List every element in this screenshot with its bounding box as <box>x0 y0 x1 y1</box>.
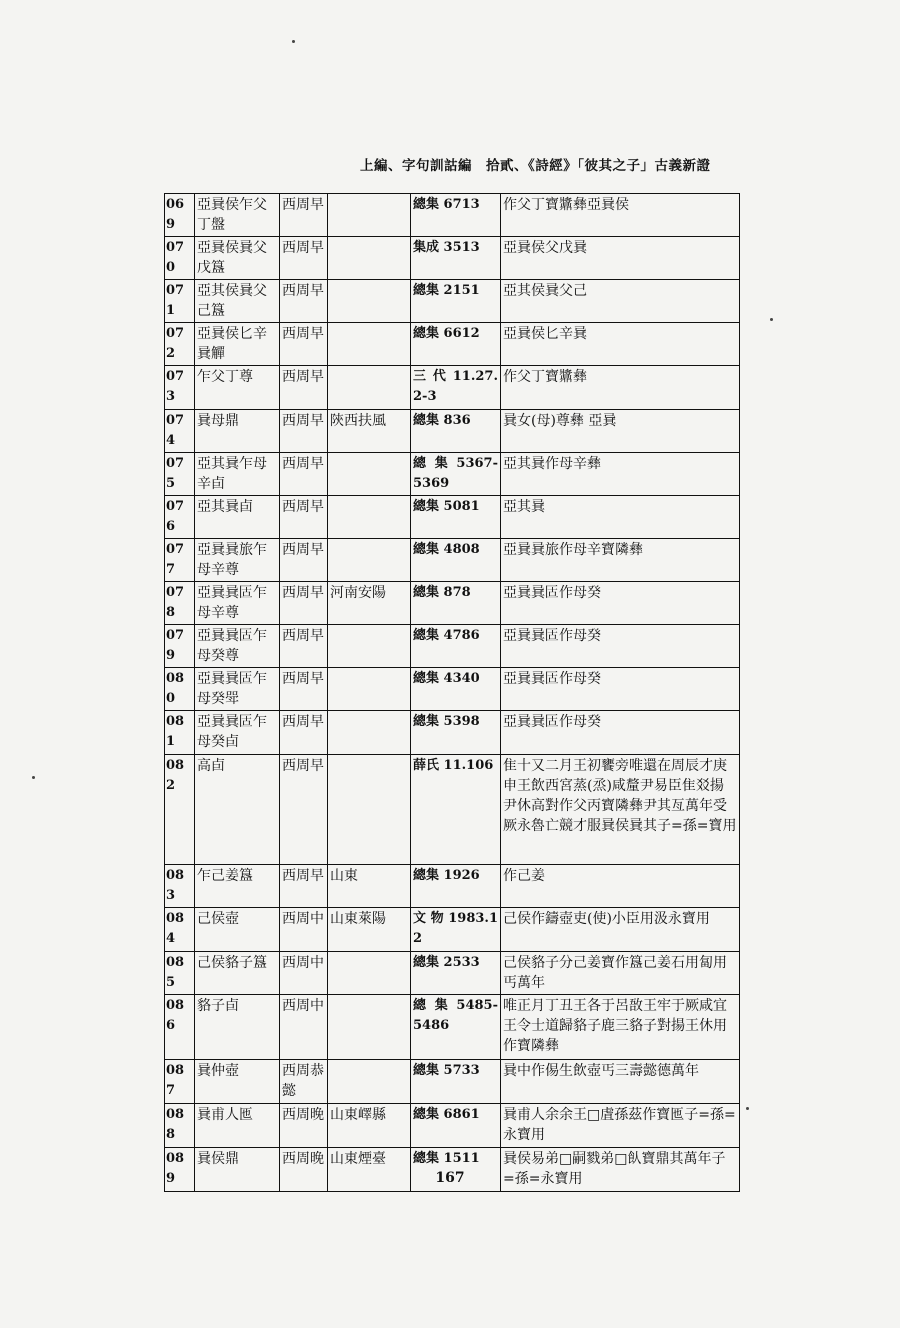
table-row <box>165 366 740 410</box>
cell-source: 總集 5398 <box>411 711 501 755</box>
cell-number: 078 <box>165 582 195 625</box>
table-row <box>165 280 740 323</box>
cell-inscription: 㠱侯易弟□嗣戮弟□飤寶鼎其萬年子=孫=永寶用 <box>501 1148 740 1192</box>
cell-vessel-name: 亞其㠱卣 <box>195 496 280 539</box>
cell-source: 總集 878 <box>411 582 501 625</box>
cell-vessel-name: 貉子卣 <box>195 995 280 1060</box>
cell-provenance <box>328 952 411 995</box>
table-row <box>165 1060 740 1104</box>
table-row <box>165 865 740 908</box>
cell-vessel-name: 乍己姜簋 <box>195 865 280 908</box>
cell-provenance <box>328 366 411 410</box>
cell-provenance: 山東萊陽 <box>328 908 411 952</box>
cell-vessel-name: 㠱甫人匜 <box>195 1104 280 1148</box>
cell-provenance: 山東嶧縣 <box>328 1104 411 1148</box>
cell-number: 080 <box>165 668 195 711</box>
table-row <box>165 1104 740 1148</box>
cell-source: 總集 1511 <box>411 1148 501 1192</box>
cell-source: 總集 6713 <box>411 194 501 237</box>
cell-period: 西周晚 <box>280 1148 328 1192</box>
cell-inscription: 亞㠱㠱𠤳作母癸 <box>501 711 740 755</box>
cell-inscription: 己侯作鑄壺吏(使)小臣用汲永寶用 <box>501 908 740 952</box>
scan-speck <box>292 40 295 43</box>
cell-provenance <box>328 323 411 366</box>
cell-provenance <box>328 194 411 237</box>
cell-provenance <box>328 625 411 668</box>
cell-period: 西周早 <box>280 410 328 453</box>
cell-provenance <box>328 496 411 539</box>
cell-provenance <box>328 453 411 496</box>
cell-period: 西周早 <box>280 453 328 496</box>
table-row <box>165 668 740 711</box>
cell-period: 西周晚 <box>280 1104 328 1148</box>
cell-number: 070 <box>165 237 195 280</box>
cell-number: 084 <box>165 908 195 952</box>
cell-source: 總集 6612 <box>411 323 501 366</box>
cell-inscription: 亞㠱㠱𠤳作母癸 <box>501 625 740 668</box>
cell-period: 西周早 <box>280 280 328 323</box>
cell-number: 089 <box>165 1148 195 1192</box>
cell-number: 071 <box>165 280 195 323</box>
cell-inscription: 亞其㠱作母辛彝 <box>501 453 740 496</box>
cell-period: 西周中 <box>280 952 328 995</box>
cell-vessel-name: 亞㠱侯㠱父戊簋 <box>195 237 280 280</box>
scan-speck <box>746 1107 749 1110</box>
cell-number: 076 <box>165 496 195 539</box>
cell-vessel-name: 亞㠱侯乍父丁盤 <box>195 194 280 237</box>
table-row <box>165 995 740 1060</box>
cell-vessel-name: 己侯壺 <box>195 908 280 952</box>
cell-number: 082 <box>165 755 195 865</box>
cell-number: 079 <box>165 625 195 668</box>
cell-source: 薛氏 11.106 <box>411 755 501 865</box>
cell-source: 總集 1926 <box>411 865 501 908</box>
cell-vessel-name: 亞㠱㠱𠤳乍母癸尊 <box>195 625 280 668</box>
cell-inscription: 亞其㠱 <box>501 496 740 539</box>
cell-period: 西周早 <box>280 865 328 908</box>
cell-number: 086 <box>165 995 195 1060</box>
cell-provenance <box>328 237 411 280</box>
scan-speck <box>770 318 773 321</box>
cell-source: 總集 2533 <box>411 952 501 995</box>
table-row <box>165 410 740 453</box>
cell-period: 西周恭懿 <box>280 1060 328 1104</box>
cell-number: 072 <box>165 323 195 366</box>
cell-period: 西周早 <box>280 625 328 668</box>
cell-period: 西周早 <box>280 237 328 280</box>
cell-period: 西周早 <box>280 539 328 582</box>
table-row <box>165 582 740 625</box>
cell-vessel-name: 高卣 <box>195 755 280 865</box>
cell-vessel-name: 亞㠱㠱旅乍母辛尊 <box>195 539 280 582</box>
cell-provenance <box>328 711 411 755</box>
cell-inscription: 作父丁寶䵼彝 <box>501 366 740 410</box>
cell-inscription: 唯正月丁丑王各于呂敔王牢于厥咸宜王令士道歸貉子鹿三貉子對揚王休用作寶隣彝 <box>501 995 740 1060</box>
cell-period: 西周早 <box>280 755 328 865</box>
cell-source: 總集 5081 <box>411 496 501 539</box>
table-row <box>165 908 740 952</box>
cell-inscription: 亞㠱侯父戊㠱 <box>501 237 740 280</box>
bronze-inscription-table <box>164 193 740 1192</box>
cell-period: 西周早 <box>280 496 328 539</box>
cell-vessel-name: 亞㠱㠱𠤳乍母癸斝 <box>195 668 280 711</box>
cell-vessel-name: 己侯貉子簋 <box>195 952 280 995</box>
cell-provenance: 山東 <box>328 865 411 908</box>
cell-inscription: 亞㠱㠱𠤳作母癸 <box>501 582 740 625</box>
cell-period: 西周早 <box>280 366 328 410</box>
cell-number: 085 <box>165 952 195 995</box>
cell-source: 總集 4808 <box>411 539 501 582</box>
cell-inscription: 亞㠱㠱𠤳作母癸 <box>501 668 740 711</box>
table-row <box>165 237 740 280</box>
cell-number: 073 <box>165 366 195 410</box>
cell-period: 西周早 <box>280 323 328 366</box>
cell-vessel-name: 乍父丁尊 <box>195 366 280 410</box>
cell-inscription: 㠱甫人余余王□虘孫茲作寶匜子=孫=永寶用 <box>501 1104 740 1148</box>
cell-period: 西周早 <box>280 582 328 625</box>
cell-number: 075 <box>165 453 195 496</box>
cell-period: 西周早 <box>280 194 328 237</box>
table-row <box>165 539 740 582</box>
cell-number: 074 <box>165 410 195 453</box>
table-body <box>165 194 740 1192</box>
cell-number: 088 <box>165 1104 195 1148</box>
table-row <box>165 625 740 668</box>
cell-source: 總集 2151 <box>411 280 501 323</box>
cell-provenance <box>328 755 411 865</box>
cell-provenance <box>328 668 411 711</box>
cell-source: 集成 3513 <box>411 237 501 280</box>
table-row <box>165 323 740 366</box>
cell-number: 081 <box>165 711 195 755</box>
cell-inscription: 隹十又二月王初饔旁唯還在周辰才庚申王飲西宮蒸(烝)咸釐尹易臣隹㸚揚尹休高對作父丙寶隣彝尹其亙萬年受厥永魯亡競才服㠱侯㠱其子=孫=寶用 <box>501 755 740 865</box>
table-row <box>165 711 740 755</box>
cell-source: 總集 4340 <box>411 668 501 711</box>
table-row <box>165 194 740 237</box>
table-row <box>165 453 740 496</box>
cell-period: 西周早 <box>280 668 328 711</box>
cell-vessel-name: 㠱侯鼎 <box>195 1148 280 1192</box>
cell-source: 文 物 1983.12 <box>411 908 501 952</box>
cell-vessel-name: 亞㠱侯匕辛㠱觶 <box>195 323 280 366</box>
cell-vessel-name: 㠱母鼎 <box>195 410 280 453</box>
cell-vessel-name: 㠱仲壺 <box>195 1060 280 1104</box>
running-header: 上編、字句訓詁編 拾貳、《詩經》「彼其之子」古義新證 <box>360 158 711 174</box>
cell-source: 總集 836 <box>411 410 501 453</box>
page-number: 167 <box>435 1170 465 1186</box>
cell-vessel-name: 亞其侯㠱父己簋 <box>195 280 280 323</box>
cell-provenance: 山東煙臺 <box>328 1148 411 1192</box>
cell-inscription: 㠱中作㑥生飲壺丐三壽懿德萬年 <box>501 1060 740 1104</box>
cell-source: 總 集 5485-5486 <box>411 995 501 1060</box>
cell-number: 083 <box>165 865 195 908</box>
cell-provenance <box>328 539 411 582</box>
table-row <box>165 496 740 539</box>
cell-inscription: 亞㠱侯匕辛㠱 <box>501 323 740 366</box>
table-row <box>165 755 740 865</box>
cell-inscription: 己侯貉子分己姜寶作簋己姜石用匐用丐萬年 <box>501 952 740 995</box>
cell-source: 總集 4786 <box>411 625 501 668</box>
cell-vessel-name: 亞其㠱乍母辛卣 <box>195 453 280 496</box>
cell-provenance <box>328 1060 411 1104</box>
cell-inscription: 㠱女(母)尊彝 亞㠱 <box>501 410 740 453</box>
cell-source: 總 集 5367-5369 <box>411 453 501 496</box>
cell-provenance <box>328 995 411 1060</box>
cell-vessel-name: 亞㠱㠱𠤳乍母癸卣 <box>195 711 280 755</box>
cell-inscription: 作己姜 <box>501 865 740 908</box>
cell-period: 西周早 <box>280 711 328 755</box>
cell-vessel-name: 亞㠱㠱𠤳乍母辛尊 <box>195 582 280 625</box>
cell-inscription: 亞㠱㠱旅作母辛寶隣彝 <box>501 539 740 582</box>
cell-inscription: 亞其侯㠱父己 <box>501 280 740 323</box>
cell-source: 總集 5733 <box>411 1060 501 1104</box>
cell-period: 西周中 <box>280 908 328 952</box>
scan-speck <box>32 776 35 779</box>
cell-provenance: 陝西扶風 <box>328 410 411 453</box>
cell-source: 三 代 11.27.2-3 <box>411 366 501 410</box>
cell-source: 總集 6861 <box>411 1104 501 1148</box>
cell-provenance: 河南安陽 <box>328 582 411 625</box>
cell-period: 西周中 <box>280 995 328 1060</box>
cell-inscription: 作父丁寶䵼彝亞㠱侯 <box>501 194 740 237</box>
table-row <box>165 952 740 995</box>
cell-number: 077 <box>165 539 195 582</box>
cell-provenance <box>328 280 411 323</box>
cell-number: 087 <box>165 1060 195 1104</box>
cell-number: 069 <box>165 194 195 237</box>
